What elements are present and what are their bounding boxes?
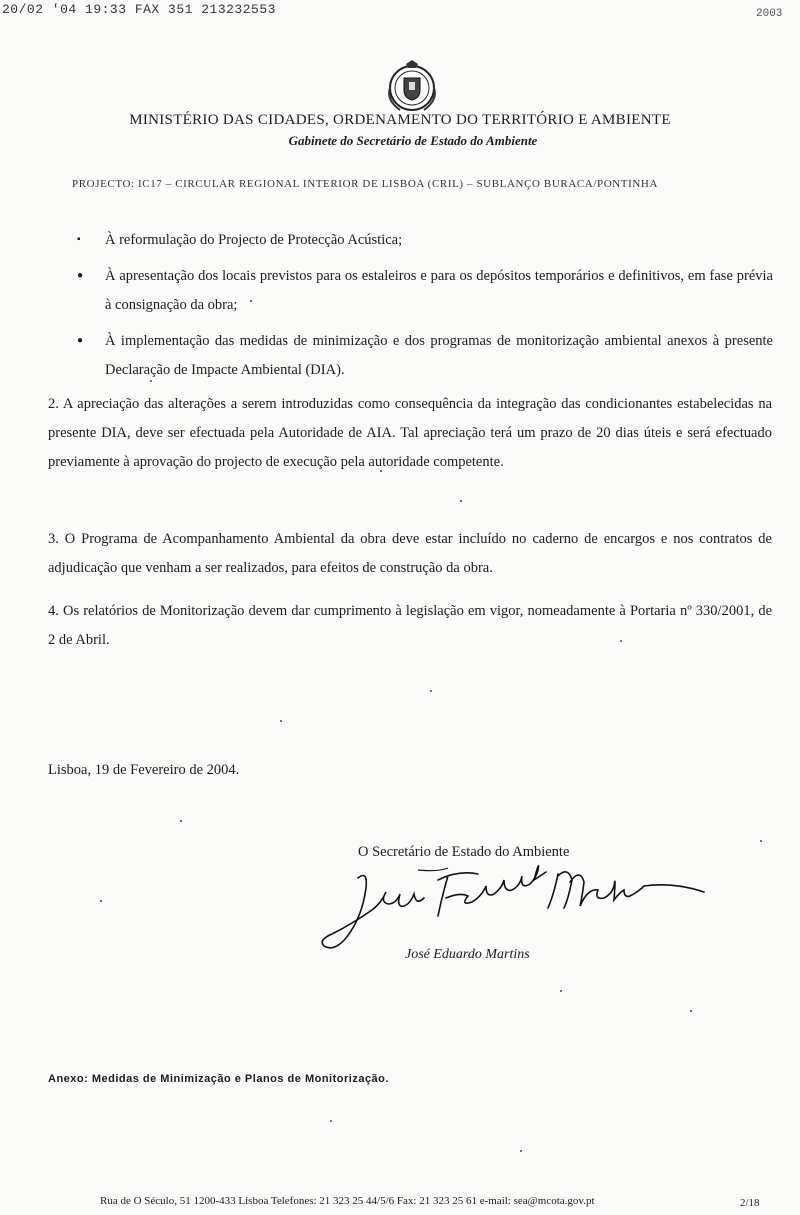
- paragraph-2: 2. A apreciação das alterações a serem introduzidas como consequência da integração das condicionantes estabelecidas na presente DIA, deve ser efectuada pela Autoridade de AIA. Tal apreciação terá um prazo de 20 dias úteis e será efectuado previamente à aprovação do projecto de execução pela autoridade competente.: [48, 396, 772, 470]
- bullet-marker: ▪: [77, 234, 81, 245]
- fax-page-number: 2003: [756, 8, 783, 20]
- paragraph-3: 3. O Programa de Acompanhamento Ambiental da obra deve estar incluído no caderno de encargos e nos contratos de adjudicação que venham a ser realizados, para efeitos de construção da obra.: [48, 531, 772, 576]
- project-line: PROJECTO: IC17 – CIRCULAR REGIONAL INTERIOR DE LISBOA (CRIL) – SUBLANÇO BURACA/PONTINHA: [72, 178, 659, 190]
- ministry-name: MINISTÉRIO DAS CIDADES, ORDENAMENTO DO TERRITÓRIO E AMBIENTE: [129, 112, 671, 128]
- bullet-item: À apresentação dos locais previstos para os estaleiros e para os depósitos temporários e definitivos, em fase prévia à consignação da obra;: [105, 268, 773, 313]
- fax-header: 20/02 '04 19:33 FAX 351 213232553: [2, 2, 276, 17]
- office-name: Gabinete do Secretário de Estado do Ambiente: [288, 133, 538, 148]
- coat-of-arms-icon: [382, 58, 442, 114]
- bullet-item: À reformulação do Projecto de Protecção Acústica;: [105, 232, 403, 248]
- bullet-item: À implementação das medidas de minimização e dos programas de monitorização ambiental anexos à presente Declaração de Impacte Ambiental (DIA).: [105, 333, 773, 378]
- paragraph-4: 4. Os relatórios de Monitorização devem dar cumprimento à legislação em vigor, nomeadamente à Portaria nº 330/2001, de 2 de Abril.: [48, 603, 772, 648]
- signatory-title: O Secretário de Estado do Ambiente: [358, 844, 570, 860]
- footer-address: Rua de O Século, 51 1200-433 Lisboa Telefones: 21 323 25 44/5/6 Fax: 21 323 25 61 e-mail: sea@mcota.gov.pt: [100, 1195, 595, 1207]
- handwritten-signature: [318, 858, 708, 958]
- date-line: Lisboa, 19 de Fevereiro de 2004.: [48, 762, 240, 778]
- annex-line: Anexo: Medidas de Minimização e Planos de Monitorização.: [48, 1073, 389, 1085]
- signatory-name: José Eduardo Martins: [405, 947, 530, 962]
- bullet-marker: ●: [77, 270, 84, 281]
- bullet-marker: ●: [77, 335, 84, 346]
- page-number: 2/18: [740, 1197, 760, 1209]
